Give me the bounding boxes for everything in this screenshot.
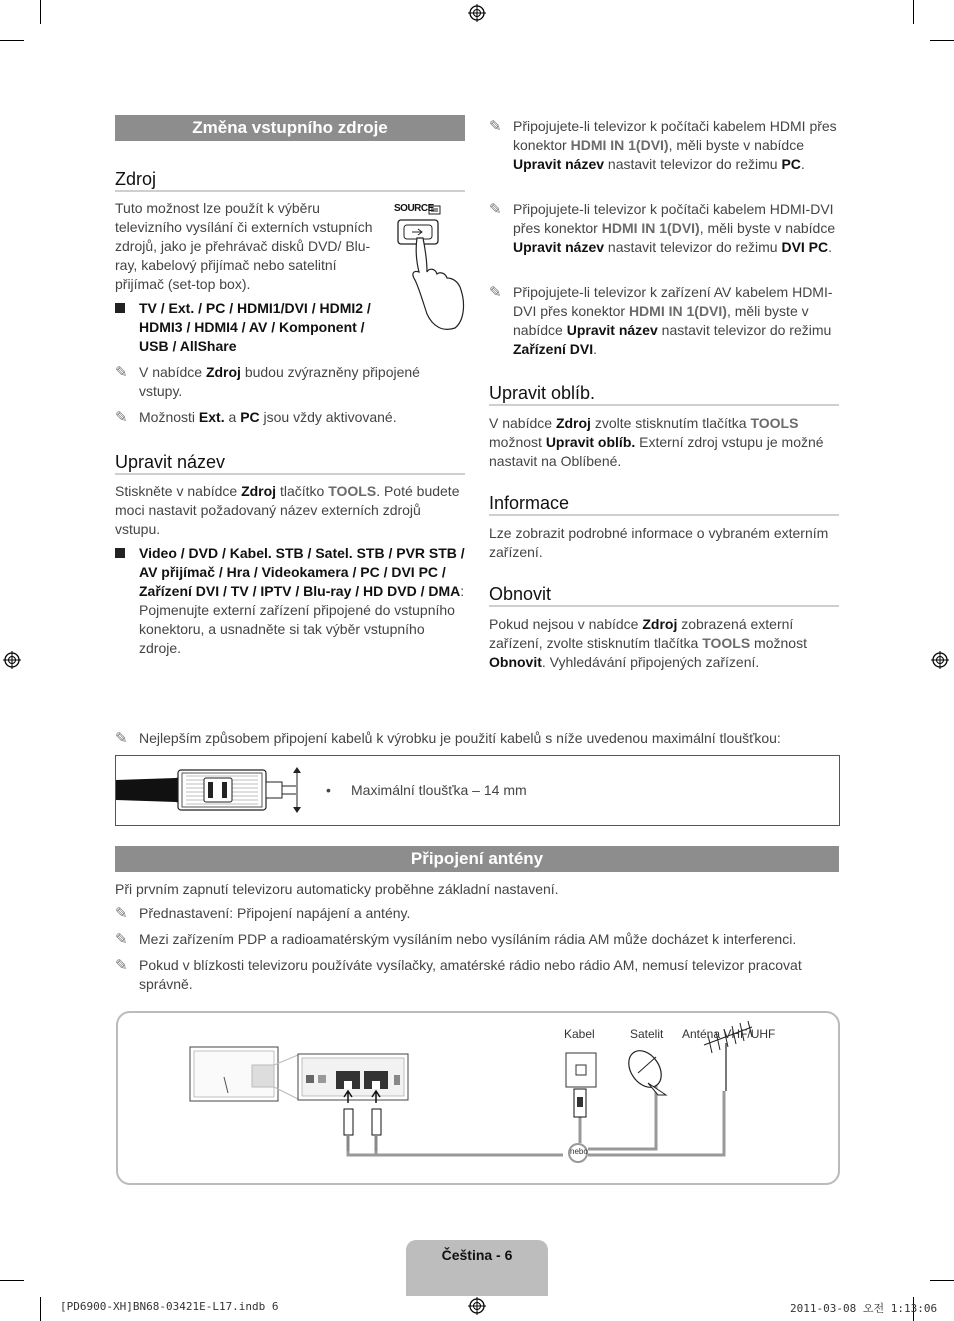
section-banner: Změna vstupního zdroje — [115, 115, 465, 141]
note-antenna-3: ✎ Pokud v blízkosti televizoru používáte vysílačky, amatérské rádio nebo rádio AM, nemusí televizor pracovat správně. — [115, 957, 802, 992]
crop-mark — [913, 0, 914, 24]
antenna-diagram — [116, 1011, 840, 1185]
crop-mark — [40, 1297, 41, 1321]
page-number: Čeština - 6 — [441, 1247, 513, 1263]
crop-mark — [0, 40, 24, 41]
heading-zdroj: Zdroj — [115, 169, 157, 189]
pencil-note-icon: ✎ — [115, 730, 128, 747]
antenna-intro: Při prvním zapnutí televizoru automaticky proběhne základní nastavení. — [115, 881, 559, 897]
label-kabel: Kabel — [564, 1027, 595, 1041]
registration-mark-icon — [931, 651, 949, 669]
pencil-note-icon: ✎ — [115, 364, 128, 381]
zdroj-bullet — [115, 299, 390, 359]
cable-box — [115, 755, 840, 826]
crop-mark — [0, 1280, 24, 1281]
pencil-note-icon: ✎ — [115, 957, 128, 974]
bullet-text: TV / Ext. / PC / HDMI1/DVI / HDMI2 / HDMI3 / HDMI4 / AV / Komponent / USB / AllShare — [139, 300, 371, 354]
heading-rule — [115, 473, 465, 475]
note-cable-thickness: ✎ Nejlepším způsobem připojení kabelů k výrobku je použití kabelů s níže uvedenou maximální tloušťkou: — [115, 730, 781, 747]
source-label: SOURCE — [394, 203, 434, 214]
note-zdroj-2: ✎ Možnosti Ext. a PC jsou vždy aktivované. — [115, 409, 397, 426]
pencil-note-icon: ✎ — [115, 931, 128, 948]
source-hand-icon — [393, 202, 465, 334]
footer-file-name: [PD6900-XH]BN68-03421E-L17.indb 6 — [60, 1300, 279, 1313]
crop-mark — [40, 0, 41, 24]
heading-upravit-nazev: Upravit název — [115, 452, 226, 472]
pencil-note-icon: ✎ — [489, 118, 502, 135]
square-bullet-icon — [115, 303, 125, 313]
pencil-note-icon: ✎ — [115, 905, 128, 922]
label-nebo: nebo — [570, 1147, 588, 1156]
note-antenna-2: ✎ Mezi zařízením PDP a radioamatérským vysíláním nebo vysíláním rádia AM může docházet k interferenci. — [115, 931, 797, 948]
pencil-note-icon: ✎ — [489, 284, 502, 301]
crop-mark — [930, 40, 954, 41]
note-antenna-1: ✎ Přednastavení: Připojení napájení a antény. — [115, 905, 411, 922]
pencil-note-icon: ✎ — [489, 201, 502, 218]
note-hdmi-pc: ✎ Připojujete-li televizor k počítači kabelem HDMI přes konektor HDMI IN 1(DVI), měli byste v nabídce Upravit název nastavit televizor do režimu PC. — [489, 118, 837, 172]
cable-bullet: • — [326, 782, 331, 798]
pencil-note-icon: ✎ — [115, 409, 128, 426]
label-satelit: Satelit — [630, 1027, 664, 1041]
crop-mark — [930, 1280, 954, 1281]
cable-plug-illustration — [116, 764, 316, 816]
heading-rule — [115, 190, 465, 192]
heading-obnovit: Obnovit — [489, 584, 552, 604]
upravit-nazev-bullet: Video / DVD / Kabel. STB / Satel. STB / PVR STB / AV přijímač / Hra / Videokamera / PC / DVI PC / Zařízení DVI / TV / IPTV / Blu-ray / HD DVD / DMA: Pojmenujte externí zařízení připojené do vstupního konektoru, a usnadněte si tak výběr vstupního zdroje. — [115, 544, 465, 659]
heading-rule — [489, 605, 839, 607]
heading-rule — [489, 514, 839, 516]
square-bullet-icon — [115, 548, 125, 558]
cable-max-thickness: Maximální tloušťka – 14 mm — [351, 782, 527, 798]
note-zdroj-1: ✎ V nabídce Zdroj budou zvýrazněny připojené vstupy. — [115, 364, 420, 399]
note-hdmi-dvi-pc: ✎ Připojujete-li televizor k počítači kabelem HDMI-DVI přes konektor HDMI IN 1(DVI), měli byste v nabídce Upravit název nastavit televizor do režimu DVI PC. — [489, 201, 836, 255]
page-number-tab — [406, 1240, 548, 1296]
registration-mark-icon — [468, 1297, 486, 1315]
heading-upravit-oblib: Upravit oblíb. — [489, 383, 596, 403]
upravit-oblib-text: V nabídce Zdroj zvolte stisknutím tlačítka TOOLS možnost Upravit oblíb. Externí zdroj vstupu je možné nastavit na Oblíbené. — [489, 415, 824, 469]
obnovit-text: Pokud nejsou v nabídce Zdroj zobrazená externí zařízení, zvolte stisknutím tlačítka TOOLS možnost Obnovit. Vyhledávání připojených zařízení. — [489, 616, 807, 670]
informace-text: Lze zobrazit podrobné informace o vybraném externím zařízení. — [489, 525, 829, 560]
section-banner-antenna: Připojení antény — [115, 846, 839, 872]
note-hdmi-dvi-av: ✎ Připojujete-li televizor k zařízení AV kabelem HDMI-DVI přes konektor HDMI IN 1(DVI), měli byste v nabídce Upravit název nastavit televizor do režimu Zařízení DVI. — [489, 284, 833, 357]
registration-mark-icon — [468, 4, 486, 22]
zdroj-text: Tuto možnost lze použít k výběru televizního vysílání či externích vstupních zdrojů, jako je přehrávač disků DVD/ Blu-ray, kabelový přijímač nebo satelitní přijímač (set-top box). — [115, 200, 373, 292]
footer-date: 2011-03-08 오전 1:13:06 — [790, 1302, 938, 1315]
upravit-nazev-text: Stiskněte v nabídce Zdroj tlačítko TOOLS. Poté budete moci nastavit požadovaný název externích zdrojů vstupu. — [115, 483, 460, 537]
heading-rule — [489, 404, 839, 406]
registration-mark-icon — [3, 651, 21, 669]
heading-informace: Informace — [489, 493, 570, 513]
label-antena: Anténa VHF/UHF — [682, 1027, 776, 1041]
